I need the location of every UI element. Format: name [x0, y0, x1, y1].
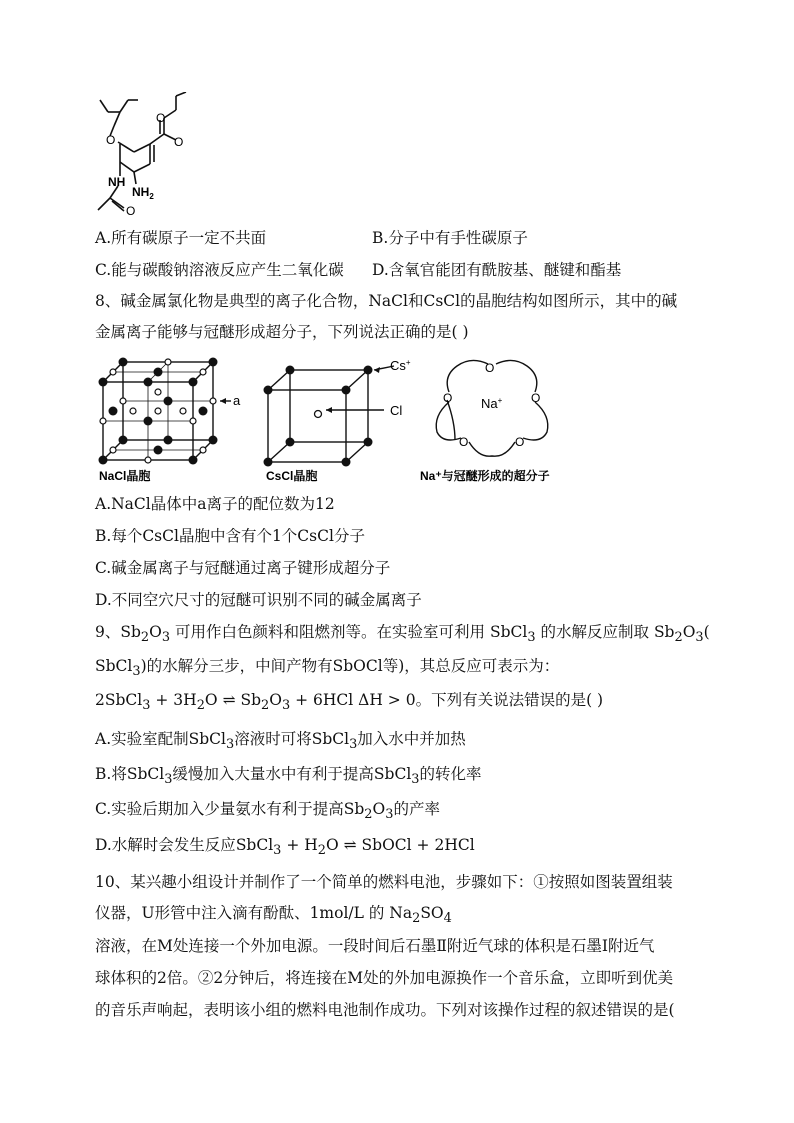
option-d: D.水解时会发生反应SbCl$_3$ + $H_2O$ ⇌ SbOCl + 2HCl [95, 836, 475, 859]
molecule-structure [90, 92, 210, 222]
oxygen-label: O [443, 391, 453, 405]
nacl-unit-cell-figure [95, 352, 255, 487]
option-a: A.所有碳原子一定不共面 [95, 229, 267, 247]
oxygen-label: O [106, 133, 116, 147]
question-10-line1: 10、某兴趣小组设计并制作了一个简单的燃料电池，步骤如下：①按照如图装置组装 [95, 873, 673, 891]
option-a: A.实验室配制SbCl$_3$溶液时可将SbCl$_3$加入水中并加热 [95, 730, 466, 753]
question-10-line5: 的音乐声响起，表明该小组的燃料电池制作成功。下列对该操作过程的叙述错误的是( [95, 1001, 675, 1019]
cscl-unit-cell-figure [258, 358, 418, 486]
question-10-line2: 仪器，U形管中注入滴有酚酞、1mol/L 的 $Na_2SO_4$ [95, 904, 452, 927]
cs-label: Cs+ [390, 358, 411, 373]
question-10-line3: 溶液，在M处连接一个外加电源。一段时间后石墨Ⅱ附近气球的体积是石墨Ⅰ附近气 [95, 937, 655, 955]
cscl-caption: CsCl晶胞 [266, 469, 318, 483]
option-d: D.含氧官能团有酰胺基、醚键和酯基 [372, 261, 622, 279]
question-9-equation: 2SbCl$_3$ + $3H_2O$ ⇌ $Sb_2O_3 + 6HCl$ ΔH > 0。下列有关说法错误的是( ) [95, 691, 604, 714]
nh2-label: $NH_2$ [132, 185, 154, 201]
question-8-stem-line1: 8、碱金属氯化物是典型的离子化合物，NaCl和CsCl的晶胞结构如图所示，其中的碱 [95, 292, 678, 310]
oxygen-label: O [459, 435, 469, 449]
question-9-stem-line2: SbCl$_3$)的水解分三步，中间产物有SbOCl等)，其总反应可表示为： [95, 657, 560, 680]
nacl-caption: NaCl晶胞 [99, 469, 151, 483]
option-b: B.每个CsCl晶胞中含有个1个CsCl分子 [95, 527, 365, 545]
oxygen-label: O [485, 361, 495, 375]
oxygen-label: O [515, 435, 525, 449]
option-d: D.不同空穴尺寸的冠醚可识别不同的碱金属离子 [95, 591, 422, 609]
question-10-line4: 球体积的2倍。②2分钟后，将连接在M处的外加电源换作一个音乐盒，立即听到优美 [95, 969, 674, 987]
label-a: a [233, 393, 241, 408]
option-b: B.分子中有手性碳原子 [372, 229, 528, 247]
question-8-stem-line2: 金属离子能够与冠醚形成超分子，下列说法正确的是( ) [95, 323, 469, 341]
option-c: C.碱金属离子与冠醚通过离子键形成超分子 [95, 559, 391, 577]
nh-label: NH [108, 175, 126, 189]
oxygen-label: O [126, 204, 136, 218]
sodium-ion-label: Na+ [481, 396, 503, 411]
oxygen-label: O [531, 391, 541, 405]
option-b: B.将SbCl$_3$缓慢加入大量水中有利于提高SbCl$_3$的转化率 [95, 765, 482, 788]
option-a: A.NaCl晶体中a离子的配位数为12 [95, 495, 335, 513]
crown-ether-figure [415, 352, 580, 487]
oxygen-label: O [174, 135, 184, 149]
crown-caption: Na⁺与冠醚形成的超分子 [420, 469, 550, 483]
question-9-stem-line1: 9、$Sb_2O_3$ 可用作白色颜料和阻燃剂等。在实验室可利用 SbCl$_3$ 的水解反应制取 $Sb_2O_3$( [95, 623, 710, 646]
option-c: C.能与碳酸钠溶液反应产生二氧化碳 [95, 261, 344, 279]
oxygen-label: O [156, 111, 166, 125]
option-c: C.实验后期加入少量氨水有利于提高$Sb_2O_3$的产率 [95, 800, 440, 823]
cl-label: Cl [390, 403, 403, 418]
